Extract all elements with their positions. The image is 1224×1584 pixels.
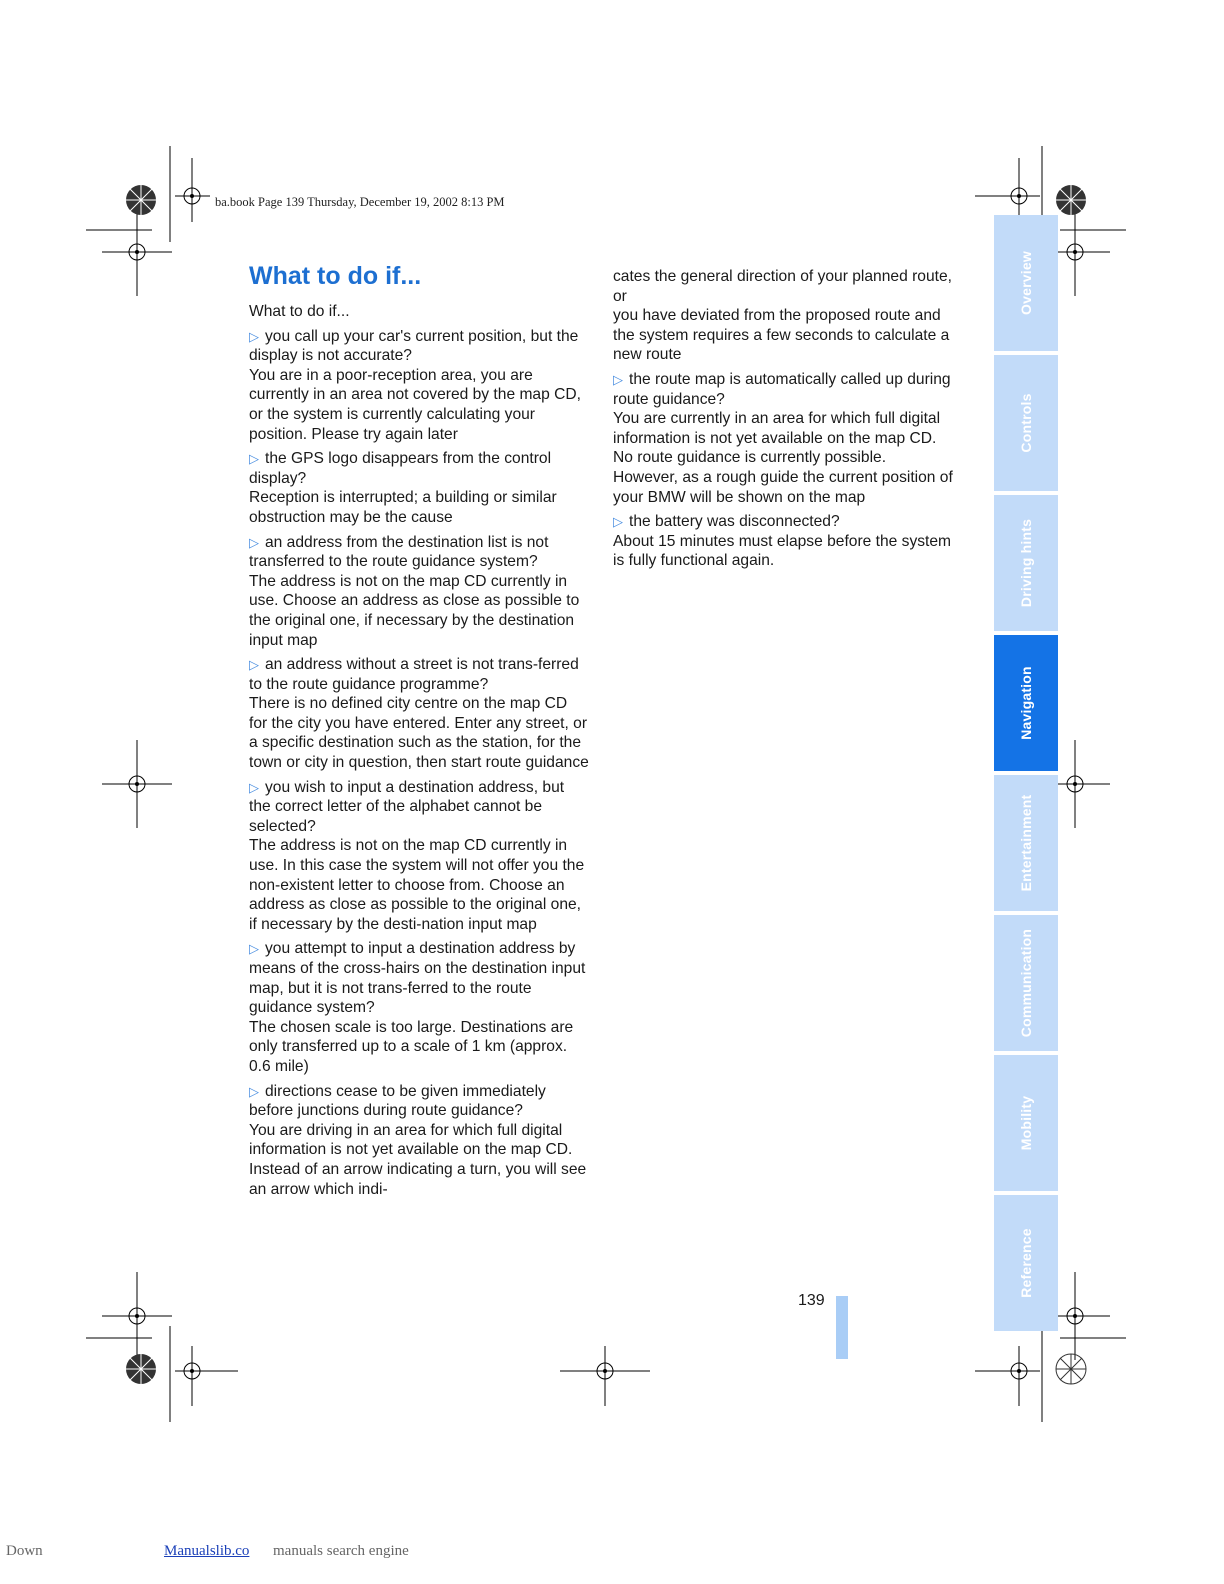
bullet-triangle-icon: ▷ [613, 371, 623, 387]
continuation-line: you have deviated from the proposed route and the system requires a few seconds to calculate a new route [613, 307, 950, 364]
faq-item [613, 370, 953, 507]
faq-question-text: you attempt to input a destination address by means of the cross-hairs on the destination input map, but it is not trans-ferred to the route guidance system? [249, 940, 586, 1017]
faq-item [249, 327, 589, 445]
faq-question-text: the route map is automatically called up during route guidance? [613, 370, 951, 408]
faq-item [249, 655, 589, 773]
faq-item [249, 533, 589, 651]
bullet-triangle-icon: ▷ [249, 657, 259, 673]
bullet-triangle-icon: ▷ [249, 941, 259, 957]
intro-text: What to do if... [249, 303, 350, 320]
faq-question [249, 449, 589, 488]
right-column [613, 267, 953, 576]
faq-question-text: you call up your car's current position, but the display is not accurate? [249, 327, 579, 365]
faq-answer: Reception is interrupted; a building or similar obstruction may be the cause [249, 489, 557, 526]
faq-question [249, 655, 589, 694]
tab-mobility[interactable] [994, 1055, 1058, 1191]
footer-left: Down [6, 1543, 43, 1559]
bullet-triangle-icon: ▷ [613, 514, 623, 530]
faq-answer: The address is not on the map CD currently in use. In this case the system will not offer you the non-existent letter to choose from. Choose an address as close as possible to the original one, if necessary by the desti-nation input map [249, 837, 585, 933]
faq-question [249, 1082, 589, 1121]
tab-label: Entertainment [1018, 794, 1034, 892]
tab-label: Reference [1018, 1228, 1034, 1298]
bullet-triangle-icon: ▷ [249, 451, 259, 467]
footer-right: manuals search engine [273, 1543, 409, 1559]
faq-question-text: the battery was disconnected? [629, 513, 840, 531]
faq-answer: You are currently in an area for which full digital information is not yet available on the map CD. No route guidance is currently possible. However, as a rough guide the current position of your BMW will be shown on the map [613, 410, 953, 506]
tab-label: Overview [1018, 251, 1034, 315]
manualslib-link[interactable]: Manualslib.co [164, 1543, 250, 1559]
page-number-bar [836, 1296, 848, 1359]
continuation-line: cates the general direction of your planned route, [613, 268, 952, 285]
left-item-list [249, 327, 589, 1200]
faq-question-text: the GPS logo disappears from the control display? [249, 450, 552, 487]
footer-link-wrap [126, 1543, 249, 1560]
left-column [249, 302, 589, 1204]
tab-label: Mobility [1018, 1095, 1034, 1151]
tab-label: Controls [1018, 393, 1034, 453]
bullet-triangle-icon: ▷ [249, 1083, 259, 1099]
section-tabs [994, 215, 1058, 1335]
faq-question [249, 533, 589, 572]
faq-question [613, 370, 953, 409]
faq-answer: You are driving in an area for which full digital information is not yet available on the map CD. Instead of an arrow indicating a turn, you will see an arrow which indi- [249, 1121, 587, 1198]
tab-label: Driving hints [1018, 518, 1034, 608]
faq-question-text: you wish to input a destination address, but the correct letter of the alphabet cannot be selected? [249, 778, 565, 835]
faq-answer: About 15 minutes must elapse before the system is fully functional again. [613, 532, 952, 570]
tab-label: Navigation [1018, 666, 1034, 740]
faq-question [249, 778, 589, 837]
tab-navigation[interactable] [994, 635, 1058, 771]
tab-communication[interactable] [994, 915, 1058, 1051]
faq-item [613, 512, 953, 571]
faq-answer: The address is not on the map CD currently in use. Choose an address as close as possible to the original one, if necessary by the destination input map [249, 572, 580, 649]
continuation-or: or [613, 287, 627, 305]
faq-question [249, 327, 589, 366]
faq-item [249, 449, 589, 527]
faq-item [249, 939, 589, 1076]
faq-question-text: an address from the destination list is not transferred to the route guidance system? [249, 533, 549, 571]
bullet-triangle-icon: ▷ [249, 328, 259, 344]
faq-answer: You are in a poor-reception area, you are currently in an area not covered by the map CD, or the system is currently calculating your position. Please try again later [249, 366, 581, 443]
faq-question-text: an address without a street is not trans-ferred to the route guidance programme? [249, 656, 579, 693]
tab-overview[interactable] [994, 215, 1058, 351]
book-page-info: ba.book Page 139 Thursday, December 19, 2002 8:13 PM [215, 195, 505, 209]
tab-label: Communication [1018, 928, 1034, 1038]
faq-question-text: directions cease to be given immediately before junctions during route guidance? [249, 1082, 546, 1120]
faq-question [613, 512, 953, 532]
right-item-list [613, 370, 953, 571]
tab-reference[interactable] [994, 1195, 1058, 1331]
faq-answer: There is no defined city centre on the map CD for the city you have entered. Enter any street, or a specific destination such as the station, for the town or city in question, then start route guidance [249, 695, 589, 772]
bullet-triangle-icon: ▷ [249, 779, 259, 795]
faq-item [249, 1082, 589, 1200]
bullet-triangle-icon: ▷ [249, 534, 259, 550]
tab-controls[interactable] [994, 355, 1058, 491]
faq-answer: The chosen scale is too large. Destinations are only transferred up to a scale of 1 km (approx. 0.6 mile) [249, 1018, 574, 1075]
faq-question [249, 939, 589, 1017]
page-number: 139 [798, 1292, 825, 1309]
continuation-text [613, 267, 953, 365]
tab-driving-hints[interactable] [994, 495, 1058, 631]
faq-item [249, 778, 589, 935]
tab-entertainment[interactable] [994, 775, 1058, 911]
page-title: What to do if... [249, 262, 422, 290]
